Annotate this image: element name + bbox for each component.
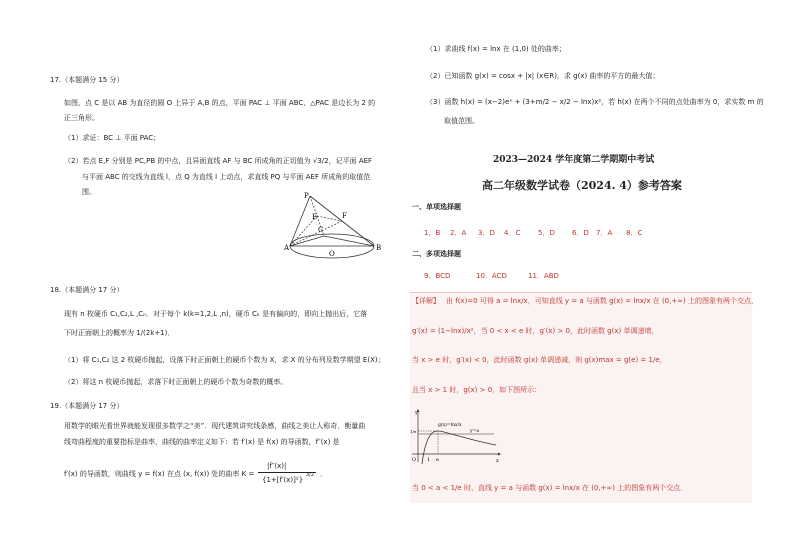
answer-7: 7．A <box>596 229 613 237</box>
answer-2: 2．A <box>450 229 467 237</box>
graph-tick-1: 1 <box>427 457 431 463</box>
graph-x-label: x <box>496 458 499 464</box>
section-multi-choice: 二、多项选择题 <box>412 250 461 258</box>
answer-4: 4．C <box>504 229 521 237</box>
graph-tick-inv-e: 1/e <box>410 429 417 434</box>
explanation-line4: 且当 x > 1 时，g(x) > 0，如下图所示： <box>412 386 542 394</box>
q17-part2-line1: （2）若点 E,F 分别是 PC,PB 的中点，且异面直线 AF 与 BC 所成角的正切值为 √3/2，记平面 AEF <box>64 157 373 165</box>
answer-title-line2: 高二年级数学试卷（2024. 4）参考答案 <box>482 179 682 192</box>
fig-label-E: E <box>312 213 318 221</box>
q19-stem-line2: 线弯曲程度的重要指标是曲率，曲线的曲率定义如下：若 f′(x) 是 f(x) 的导函数，f″(x) 是 <box>64 438 340 446</box>
fig-label-P: P <box>304 192 309 200</box>
graph-y-label: y <box>415 410 418 416</box>
q17-part1: （1）求证：BC ⊥ 平面 PAC； <box>64 134 161 142</box>
q19-part2: （2）已知函数 g(x) = cosx + |x| (x∈R)，求 g(x) 曲率的平方的最大值； <box>426 72 660 80</box>
explanation-tag: 【详解】 <box>412 297 440 305</box>
q17-stem-line2: 正三角形。 <box>64 114 99 122</box>
fig-label-C: C <box>318 226 324 234</box>
q19-heading: 19.（本题满分 17 分） <box>50 402 124 410</box>
answer-title-line1: 2023—2024 学年度第二学期期中考试 <box>493 155 655 165</box>
explanation-line5: 当 0 < a < 1/e 时，直线 y = a 与函数 g(x) = lnx/x 在 (0,+∞) 上的图象有两个交点． <box>412 484 688 492</box>
fig-label-O: O <box>329 250 335 258</box>
q19-stem-end: ． <box>320 470 327 478</box>
q18-heading: 18.（本题满分 17 分） <box>50 286 124 294</box>
q17-part2-line3: 围。 <box>82 188 96 196</box>
graph-line-label: y=a <box>470 429 479 434</box>
fig-label-F: F <box>342 212 347 220</box>
explanation-line1: 由 f(x)=0 可得 a = lnx/x，可知直线 y = a 与函数 g(x) = lnx/x 在 (0,+∞) 上的图象有两个交点， <box>446 297 759 305</box>
graph-origin-label: O <box>412 457 417 463</box>
q17-part2-line2: 与平面 ABC 的交线为直线 l，点 Q 为直线 l 上动点，求直线 PQ 与平面 AEF 所成角的取值范 <box>82 173 371 181</box>
fig-label-A: A <box>284 244 290 252</box>
explanation-line3: 当 x > e 时，g′(x) < 0，此时函数 g(x) 单调递减，则 g(x)max = g(e) = 1/e， <box>412 356 667 364</box>
q18-stem-line1: 现有 n 枚硬币 C₁,C₂,L ,Cₙ．对于每个 k(k=1,2,L ,n)，硬币 Cₖ 是有偏向的，即向上抛出后，它落 <box>64 310 368 318</box>
q19-part3-line2: 取值范围。 <box>444 117 479 125</box>
graph-curve-label: g(x)=lnx/x <box>438 423 462 428</box>
q17-geometry-figure <box>280 192 385 264</box>
answer-5: 5．D <box>538 229 555 237</box>
answer-8: 8．C <box>626 229 643 237</box>
q19-part1: （1）求曲线 f(x) = lnx 在 (1,0) 处的曲率； <box>426 45 566 53</box>
graph-tick-e: e <box>436 457 439 463</box>
answer-10: 10．ACD <box>476 272 507 280</box>
section-single-choice: 一、单项选择题 <box>412 203 461 211</box>
answer-9: 9．BCD <box>424 272 451 280</box>
fig-label-B: B <box>376 244 382 252</box>
explanation-line2: g′(x) = (1−lnx)/x²，当 0 < x < e 时，g′(x) > 0，此时函数 g(x) 单调递增， <box>412 327 659 335</box>
q19-part3-line1: （3）函数 h(x) = (x−2)eˣ + (3+m/2 − x/2 − lnx)x²，若 h(x) 在两个不同的点处曲率为 0，求实数 m 的 <box>426 98 764 106</box>
q18-part1: （1）将 C₁,C₂ 这 2 枚硬币抛起，设落下时正面朝上的硬币个数为 X，求 X 的分布列及数学期望 E(X)； <box>64 356 385 364</box>
q19-stem-line1: 用数学的眼光看世界就能发现很多数学之“美”．现代建筑讲究线条感，曲线之美让人称奇．衡量曲 <box>64 422 366 430</box>
q17-heading: 17.（本题满分 15 分） <box>50 76 124 84</box>
answer-11: 11．ABD <box>528 272 559 280</box>
curvature-numerator: |f″(x)| <box>267 462 287 470</box>
q18-stem-line2: 下时正面朝上的概率为 1/(2k+1)． <box>64 329 175 337</box>
explanation-box <box>410 292 752 503</box>
curvature-exponent: 3/2 <box>306 472 315 478</box>
answer-3: 3．D <box>478 229 495 237</box>
answer-6: 6．D <box>572 229 589 237</box>
q19-stem-line3: f′(x) 的导函数，则曲线 y = f(x) 在点 (x, f(x)) 处的曲率 K = <box>64 470 255 478</box>
function-graph <box>408 408 503 464</box>
q18-part2: （2）将这 n 枚硬币抛起，求落下时正面朝上的硬币个数为奇数的概率。 <box>64 378 288 386</box>
answer-1: 1．B <box>424 229 441 237</box>
q17-stem-line1: 如图，点 C 是以 AB 为直径的圆 O 上异于 A,B 的点，平面 PAC ⊥ 平面 ABC，△PAC 是边长为 2 的 <box>64 99 376 107</box>
curvature-denominator: {1+[f′(x)]²} <box>262 476 304 484</box>
